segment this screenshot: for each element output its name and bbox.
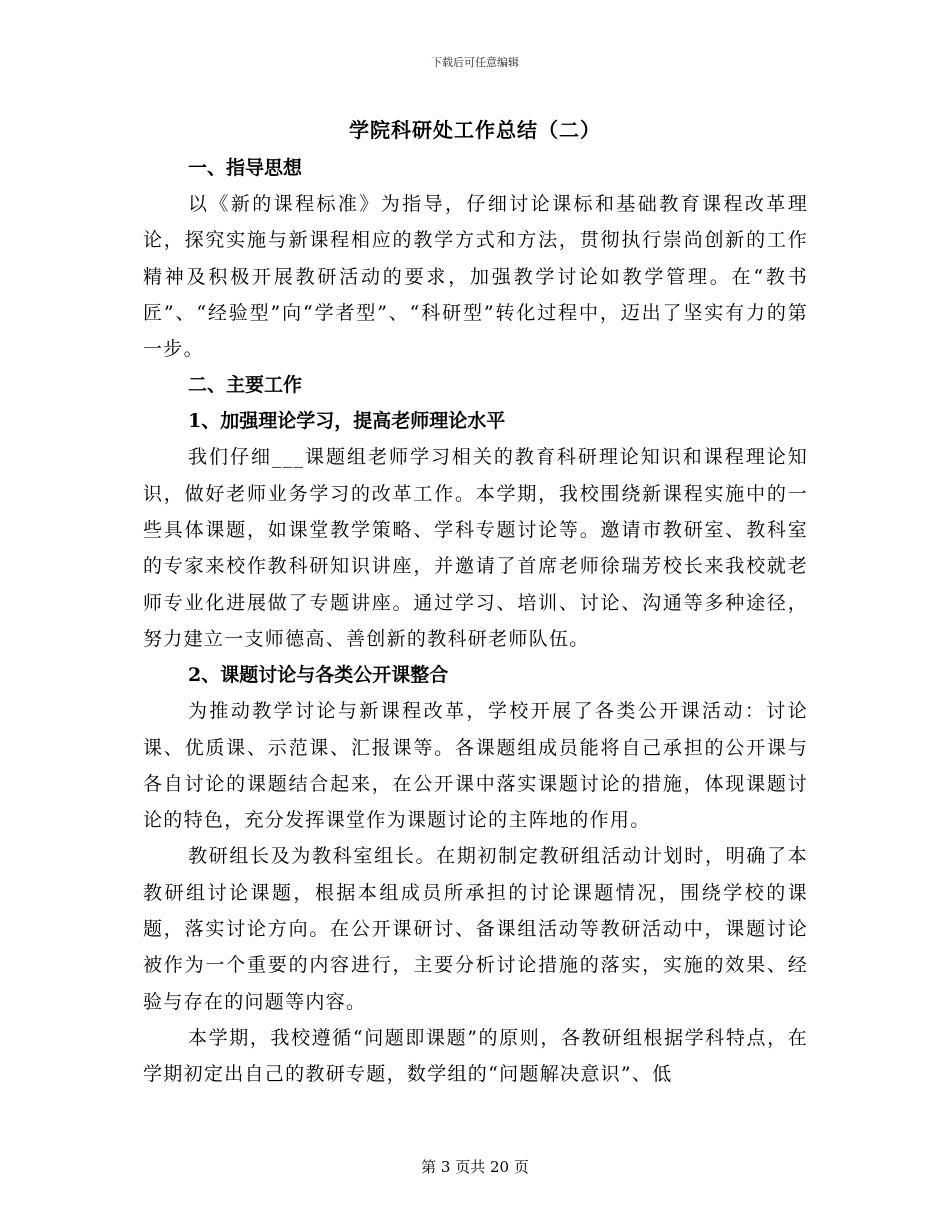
paragraph-problem-topics: 本学期，我校遵循“问题即课题”的原则，各教研组根据学科特点，在学期初定出自己的教研专题，数学组的“问题解决意识”、低 <box>143 1026 808 1086</box>
document-body <box>143 150 808 1093</box>
header-note: 下载后可任意编辑 <box>431 56 519 69</box>
section-heading-main-work: 二、主要工作 <box>188 374 303 397</box>
subsection-heading-theory-study: 1、加强理论学习，提高老师理论水平 <box>188 410 506 433</box>
paragraph-open-classes: 为推动教学讨论与新课程改革，学校开展了各类公开课活动：讨论课、优质课、示范课、汇报课等。各课题组成员能将自己承担的公开课与各自讨论的课题结合起来，在公开课中落实课题讨论的措施，体现课题讨论的特色，充分发挥课堂作为课题讨论的主阵地的作用。 <box>143 700 808 832</box>
paragraph-group-leaders: 教研组长及为教科室组长。在期初制定教研组活动计划时，明确了本教研组讨论课题，根据本组成员所承担的讨论课题情况，围绕学校的课题，落实讨论方向。在公开课研讨、备课组活动等教研活动中，课题讨论被作为一个重要的内容进行，主要分析讨论措施的落实，实施的效果、经验与存在的问题等内容。 <box>143 845 808 1013</box>
paragraph-guiding-ideology: 以《新的课程标准》为指导，仔细讨论课标和基础教育课程改革理论，探究实施与新课程相应的教学方式和方法，贯彻执行崇尚创新的工作精神及积极开展教研活动的要求，加强教学讨论如教学管理。在“教书匠”、“经验型”向“学者型”、“科研型”转化过程中，迈出了坚实有力的第一步。 <box>143 193 808 361</box>
document-title: 学院科研处工作总结（二） <box>349 118 601 142</box>
subsection-heading-topic-integration: 2、课题讨论与各类公开课整合 <box>188 664 449 687</box>
paragraph-theory-study: 我们仔细___课题组老师学习相关的教育科研理论知识和课程理论知识，做好老师业务学习的改革工作。本学期，我校围绕新课程实施中的一些具体课题，如课堂教学策略、学科专题讨论等。邀请市教研室、教科室的专家来校作教科研知识讲座，并邀请了首席老师徐瑞芳校长来我校就老师专业化进展做了专题讲座。通过学习、培训、讨论、沟通等多种途径，努力建立一支师德高、善创新的教科研老师队伍。 <box>143 446 808 650</box>
page-footer: 第 3 页共 20 页 <box>421 1158 529 1176</box>
section-heading-guiding-ideology: 一、指导思想 <box>188 157 303 179</box>
